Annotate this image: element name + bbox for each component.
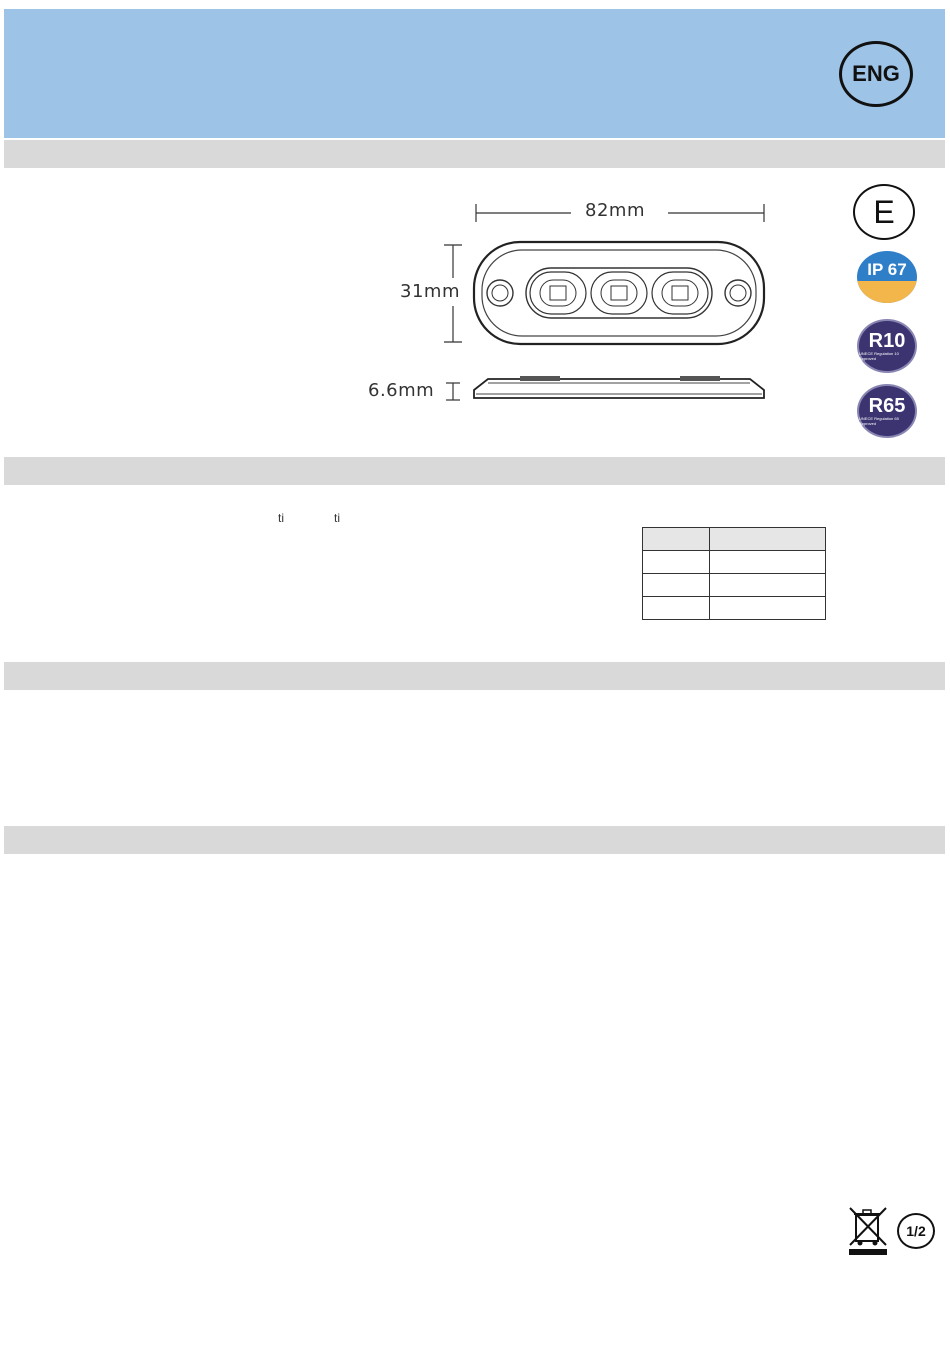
height-dimension-label: 31mm bbox=[400, 281, 460, 302]
crossed-out-wheelie-bin-icon bbox=[846, 1205, 890, 1257]
table-cell bbox=[643, 574, 710, 597]
r10-badge bbox=[857, 319, 917, 373]
table-cell bbox=[643, 551, 710, 574]
r65-title: R65 bbox=[868, 395, 906, 417]
r10-caption: UNECE Regulation 10 Approved bbox=[859, 351, 899, 361]
table-row bbox=[643, 551, 826, 574]
spec-table bbox=[642, 527, 826, 620]
section-bar-2 bbox=[4, 457, 945, 485]
table-cell bbox=[710, 574, 826, 597]
ip67-dust-band bbox=[857, 281, 917, 303]
stray-glyph-2: ti bbox=[334, 511, 340, 525]
r10-title: R10 bbox=[868, 330, 906, 352]
table-cell bbox=[710, 597, 826, 620]
page-indicator: 1/2 bbox=[897, 1213, 935, 1249]
section-bar-4 bbox=[4, 826, 945, 854]
section-bar-1 bbox=[4, 140, 945, 168]
table-row bbox=[643, 574, 826, 597]
e-mark-badge: E bbox=[853, 184, 915, 240]
table-row bbox=[643, 528, 826, 551]
section-bar-3 bbox=[4, 662, 945, 690]
stray-glyph-1: ti bbox=[278, 511, 284, 525]
table-row bbox=[643, 597, 826, 620]
table-cell bbox=[643, 528, 710, 551]
table-cell bbox=[710, 551, 826, 574]
ip67-label: IP 67 bbox=[867, 260, 907, 279]
language-badge: ENG bbox=[839, 41, 913, 107]
r65-badge bbox=[857, 384, 917, 438]
table-cell bbox=[710, 528, 826, 551]
header-banner bbox=[4, 9, 945, 138]
ip67-badge bbox=[857, 251, 917, 303]
depth-dimension-label: 6.6mm bbox=[368, 380, 435, 401]
table-cell bbox=[643, 597, 710, 620]
width-dimension-label: 82mm bbox=[585, 200, 645, 221]
r65-caption: UNECE Regulation 65 Approved bbox=[859, 416, 899, 426]
